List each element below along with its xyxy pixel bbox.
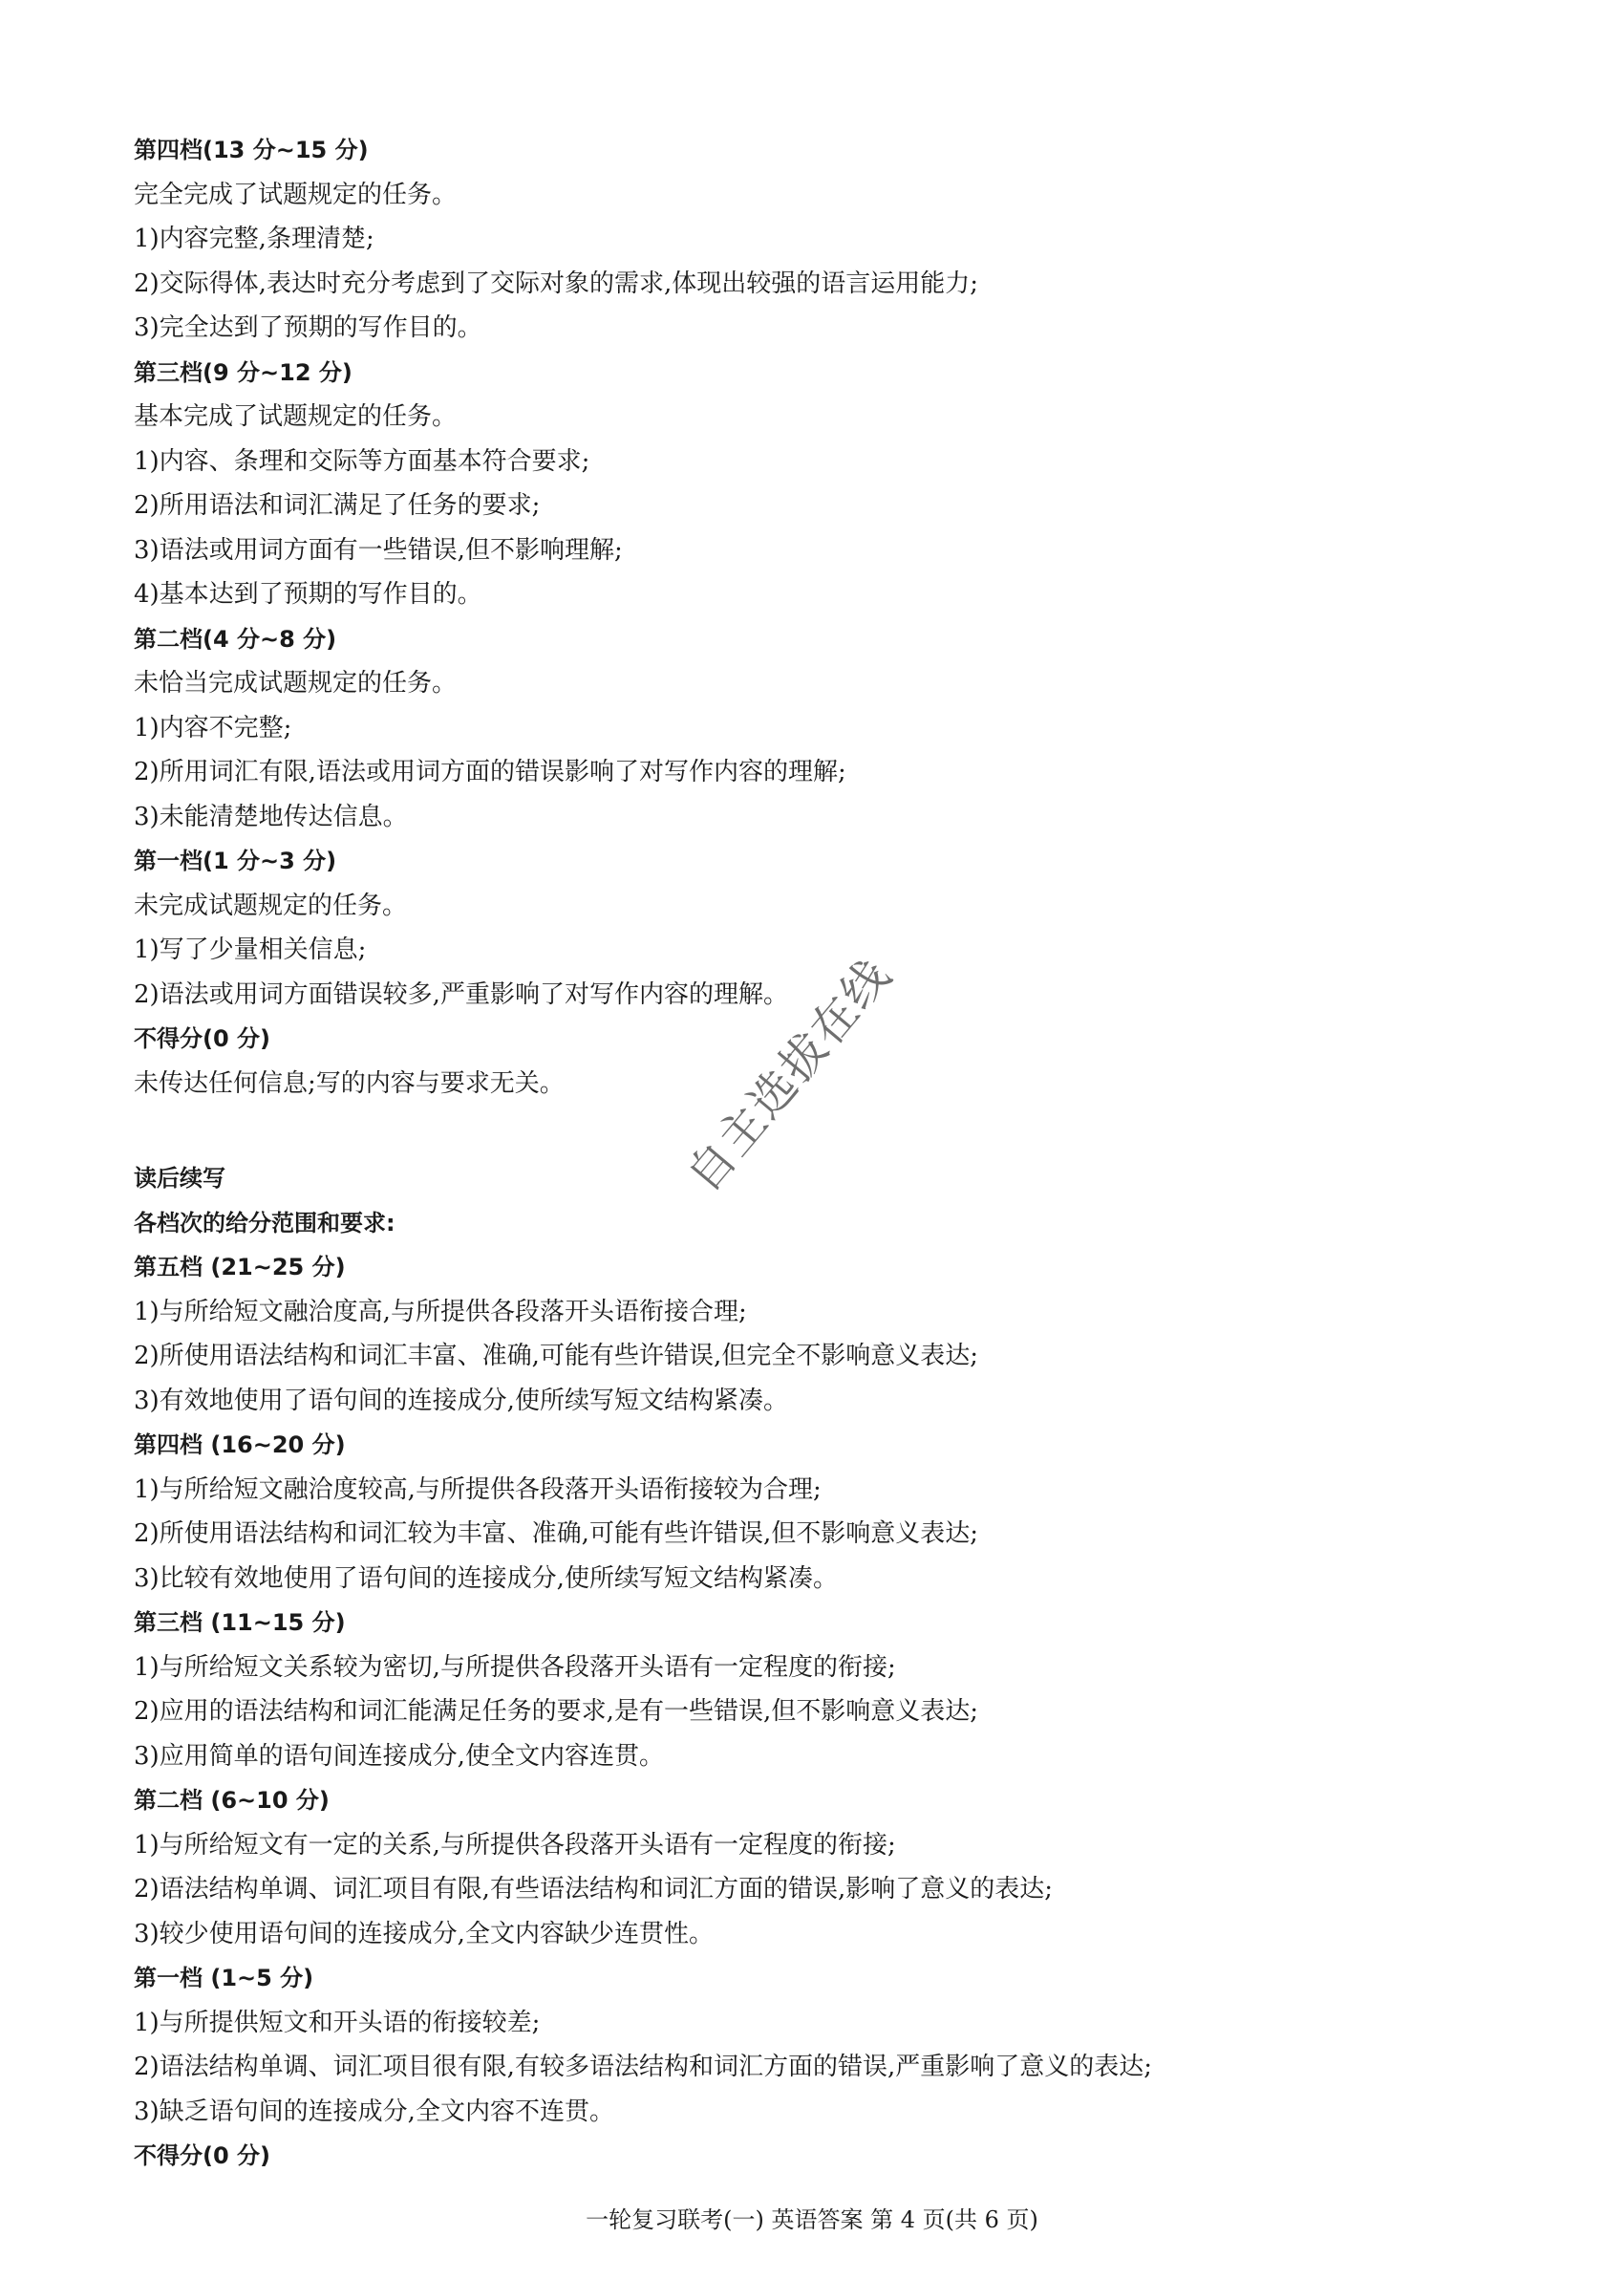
- text-line: 1)写了少量相关信息;: [134, 936, 367, 964]
- text-line: 1)内容不完整;: [134, 713, 292, 742]
- text-line: 2)交际得体,表达时充分考虑到了交际对象的需求,体现出较强的语言运用能力;: [134, 269, 978, 298]
- text-line: 1)内容、条理和交际等方面基本符合要求;: [134, 446, 590, 476]
- section-heading: 第四档 (16~20 分): [134, 1431, 346, 1458]
- section-heading: 第三档 (11~15 分): [134, 1609, 346, 1636]
- section-heading: 不得分(0 分): [134, 1025, 270, 1052]
- page-footer: 一轮复习联考(一) 英语答案 第 4 页(共 6 页): [586, 2206, 1038, 2233]
- text-line: 2)所使用语法结构和词汇较为丰富、准确,可能有些许错误,但不影响意义表达;: [134, 1519, 978, 1548]
- section-heading: 第四档(13 分~15 分): [134, 137, 369, 163]
- text-line: 3)完全达到了预期的写作目的。: [134, 313, 482, 342]
- section-heading: 第一档 (1~5 分): [134, 1965, 314, 1991]
- text-line: 3)缺乏语句间的连接成分,全文内容不连贯。: [134, 2097, 614, 2126]
- text-line: 3)未能清楚地传达信息。: [134, 802, 408, 831]
- writing-scoring-section: [134, 128, 1509, 1106]
- text-line: 未恰当完成试题规定的任务。: [134, 669, 458, 698]
- text-line: 2)所使用语法结构和词汇丰富、准确,可能有些许错误,但完全不影响意义表达;: [134, 1342, 978, 1370]
- section-heading: 各档次的给分范围和要求:: [134, 1209, 395, 1237]
- text-line: 3)比较有效地使用了语句间的连接成分,使所续写短文结构紧凑。: [134, 1563, 838, 1593]
- text-line: 基本完成了试题规定的任务。: [134, 402, 458, 431]
- text-line: 3)语法或用词方面有一些错误,但不影响理解;: [134, 535, 623, 565]
- text-line: 1)与所提供短文和开头语的衔接较差;: [134, 2008, 541, 2037]
- text-line: 完全完成了试题规定的任务。: [134, 180, 458, 209]
- text-line: 3)较少使用语句间的连接成分,全文内容缺少连贯性。: [134, 1919, 714, 1948]
- watermark: 自主选拔在线: [676, 948, 903, 1203]
- text-line: 1)内容完整,条理清楚;: [134, 225, 374, 253]
- text-line: 4)基本达到了预期的写作目的。: [134, 580, 482, 609]
- continuation-writing-section: [134, 1156, 1509, 2179]
- section-heading: 第五档 (21~25 分): [134, 1254, 346, 1280]
- section-heading: 第二档(4 分~8 分): [134, 625, 337, 653]
- text-line: 未完成试题规定的任务。: [134, 891, 408, 920]
- text-line: 1)与所给短文融洽度较高,与所提供各段落开头语衔接较为合理;: [134, 1474, 822, 1504]
- section-heading: 读后续写: [134, 1165, 225, 1192]
- text-line: 1)与所给短文有一定的关系,与所提供各段落开头语有一定程度的衔接;: [134, 1830, 896, 1860]
- text-line: 1)与所给短文关系较为密切,与所提供各段落开头语有一定程度的衔接;: [134, 1652, 896, 1682]
- text-line: 3)有效地使用了语句间的连接成分,使所续写短文结构紧凑。: [134, 1386, 788, 1415]
- text-line: 2)所用语法和词汇满足了任务的要求;: [134, 491, 541, 520]
- text-line: 1)与所给短文融洽度高,与所提供各段落开头语衔接合理;: [134, 1297, 747, 1326]
- text-line: 2)语法或用词方面错误较多,严重影响了对写作内容的理解。: [134, 979, 788, 1009]
- section-heading: 第一档(1 分~3 分): [134, 848, 337, 874]
- text-line: 2)所用词汇有限,语法或用词方面的错误影响了对写作内容的理解;: [134, 758, 846, 786]
- section-heading: 不得分(0 分): [134, 2142, 270, 2169]
- text-line: 未传达任何信息;写的内容与要求无关。: [134, 1068, 565, 1098]
- text-line: 3)应用简单的语句间连接成分,使全文内容连贯。: [134, 1741, 664, 1771]
- text-line: 2)应用的语法结构和词汇能满足任务的要求,是有一些错误,但不影响意义表达;: [134, 1697, 978, 1726]
- text-line: 2)语法结构单调、词汇项目有限,有些语法结构和词汇方面的错误,影响了意义的表达;: [134, 1875, 1053, 1904]
- section-heading: 第二档 (6~10 分): [134, 1787, 330, 1814]
- section-heading: 第三档(9 分~12 分): [134, 358, 353, 386]
- text-line: 2)语法结构单调、词汇项目很有限,有较多语法结构和词汇方面的错误,严重影响了意义的表达;: [134, 2053, 1152, 2081]
